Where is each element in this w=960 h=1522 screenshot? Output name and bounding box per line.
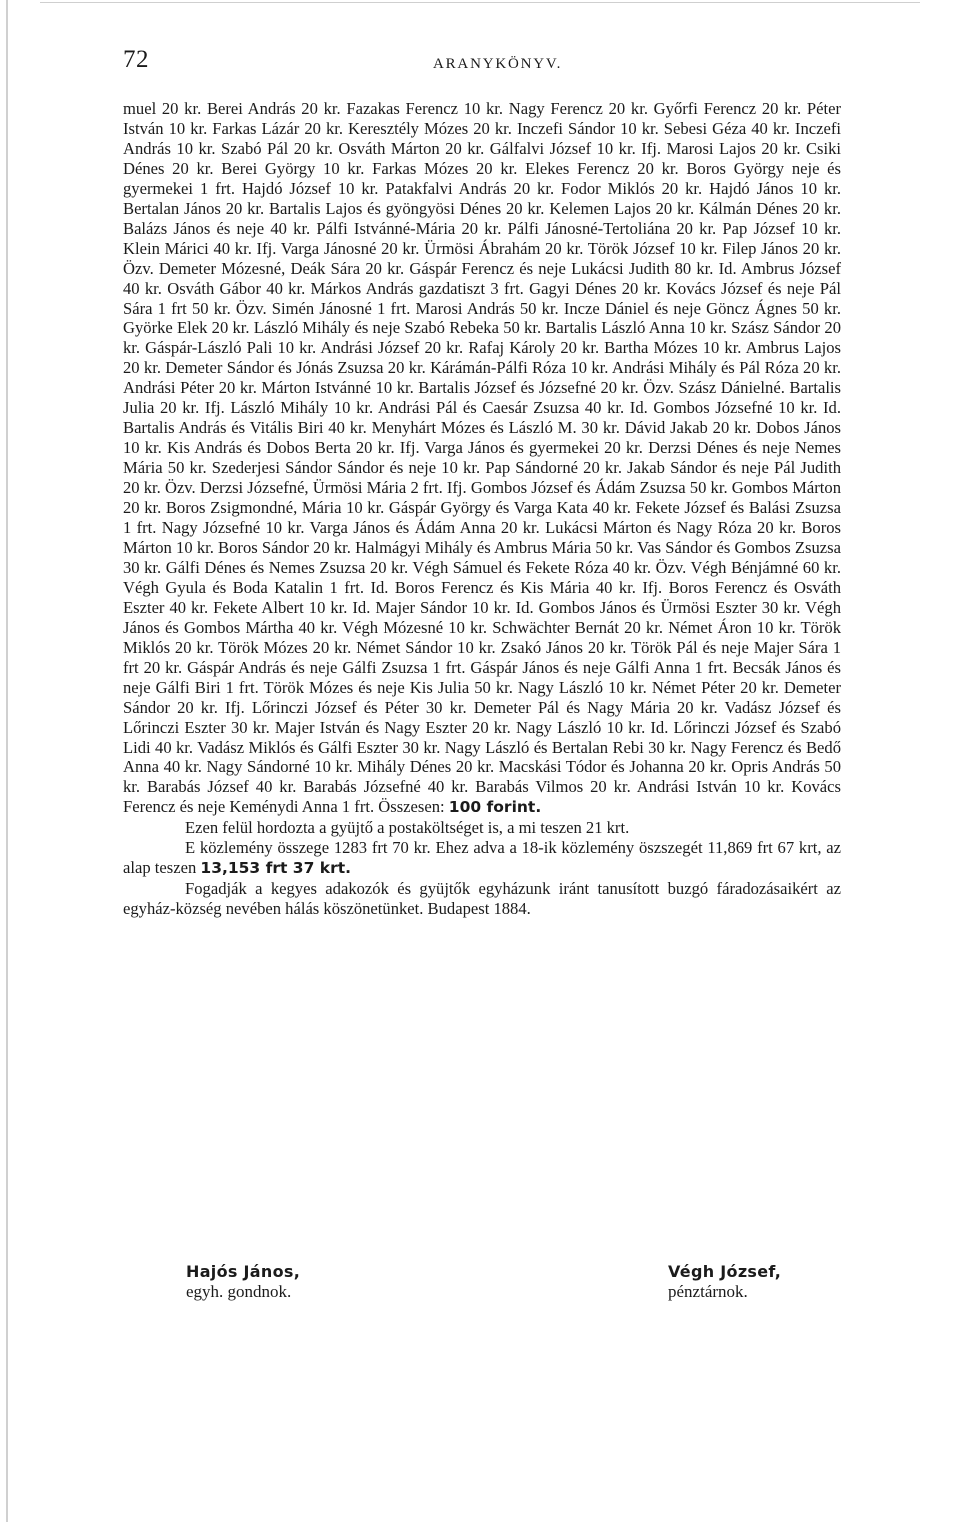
page-header <box>123 46 841 86</box>
running-title: ARANYKÖNYV. <box>433 56 563 72</box>
signatory-role-right: pénztárnok. <box>668 1282 748 1301</box>
signatory-name-right: Végh József, <box>668 1262 782 1281</box>
signature-left <box>186 1262 300 1302</box>
summary-text: E közlemény összege 1283 frt 70 kr. Ehez adva a 18-ik közlemény öszszegét 11,869 frt 67 krt, az alap teszen <box>123 838 841 878</box>
postage-paragraph: Ezen felül hordozta a gyüjtő a postaköltséget is, a mi teszen 21 krt. <box>185 818 630 838</box>
donor-list-paragraph <box>123 99 841 818</box>
summary-paragraph <box>123 838 841 879</box>
donor-list-total: 100 forint. <box>448 798 542 817</box>
page-body <box>123 99 841 919</box>
page-edge-shadow <box>6 0 8 1522</box>
top-rule <box>40 2 920 3</box>
page-number: 72 <box>123 46 149 73</box>
signature-right <box>668 1262 781 1302</box>
thanks-paragraph: Fogadják a kegyes adakozók és gyüjtők egyházunk iránt tanusított buzgó fáradozásaikért az egyház-község nevében hálás köszönetünket. Budapest 1884. <box>123 879 841 919</box>
donor-list-text: muel 20 kr. Berei András 20 kr. Fazakas Ferencz 10 kr. Nagy Ferencz 20 kr. Győrfi Ferencz 20 kr. Péter István 10 kr. Farkas Lázár 20 kr. Keresztély Mózes 20 kr. Inczefi Sándor 10 kr. Sebesi Géza 40 kr. Inczefi András 10 kr. Szabó Pál 20 kr. Osváth Márton 20 kr. Gálfalvi József 10 kr. Ifj. Marosi Lajos 20 kr. Csiki Dénes 20 kr. Berei György 10 kr. Farkas Mózes 20 kr. Elekes Ferencz 20 kr. Boros György neje és gyermekei 1 frt. Hajdó József 10 kr. Patakfalvi András 20 kr. Fodor Miklós 20 kr. Hajdó János 10 kr. Bertalan János 20 kr. Bartalis Lajos és gyöngyösi Dénes 20 kr. Kelemen Lajos 20 kr. Kálmán Dénes 20 kr. Balázs János és neje 40 kr. Pálfi Istvánné-Mária 20 kr. Pálfi Jánosné-Tertoliána 20 kr. Pap József 10 kr. Klein Márici 40 kr. Ifj. Varga Jánosné 20 kr. Ürmösi Ábrahám 20 kr. Török József 10 kr. Filep János 20 kr. Özv. Demeter Mózesné, Deák Sára 20 kr. Gáspár Ferencz és neje Lukácsi Judith 80 kr. Id. Ambrus József 40 kr. Osváth Gábor 40 kr. Márkos András gazdatiszt 3 frt. Gagyi Dénes 20 kr. Kovács József és neje Pál Sára 1 frt 50 kr. Özv. Simén Jánosné 1 frt. Marosi András 50 kr. Incze Dániel és neje Göncz Ágnes 50 kr. Györke Elek 20 kr. László Mihály és neje Szabó Rebeka 50 kr. Bartalis László Anna 10 kr. Szász Sándor 20 kr. Gáspár-László Pali 10 kr. Andrási József 20 kr. Rafaj Károly 20 kr. Bartha Mózes 10 kr. Ambrus Lajos 20 kr. Demeter Sándor és Jónás Zsuzsa 20 kr. Kárámán-Pálfi Róza 10 kr. Andrási Mihály és Pál Róza 20 kr. Andrási Péter 20 kr. Márton Istvánné 10 kr. Bartalis József és Józsefné 20 kr. Özv. Szász Dánielné. Bartalis Julia 20 kr. Ifj. László Mihály 10 kr. Andrási Pál és Caesár Zsuzsa 40 kr. Id. Gombos Józsefné 10 kr. Id. Bartalis András és Vitális Biri 40 kr. Menyhárt Mózes és László M. 30 kr. Dávid Jakab 20 kr. Dobos János 10 kr. Kis András és Dobos Berta 20 kr. Ifj. Varga János és gyermekei 20 kr. Derzsi Dénes és neje Nemes Mária 50 kr. Szederjesi Sándor Sándor és neje 10 kr. Pap Sándorné 20 kr. Jakab Sándor és neje Pál Judith 20 kr. Özv. Derzsi Józsefné, Ürmösi Mária 2 frt. Ifj. Gombos József és Ádám Zsuzsa 50 kr. Gombos Márton 20 kr. Boros Zsigmondné, Mária 10 kr. Gáspár György és Varga Kata 40 kr. Fekete József és Balási Zsuzsa 1 frt. Nagy Józsefné 10 kr. Varga János és Ádám Anna 20 kr. Lukácsi Márton és Nagy Róza 20 kr. Boros Márton 10 kr. Boros Sándor 20 kr. Halmágyi Mihály és Ambrus Mária 50 kr. Vas Sándor és Gombos Zsuzsa 30 kr. Gálfi Dénes és Nemes Zsuzsa 20 kr. Végh Sámuel és Fekete Róza 40 kr. Özv. Végh Bénjámné 60 kr. Végh Gyula és Boda Katalin 1 frt. Id. Boros Ferencz és Kis Mária 40 kr. Ifj. Boros Ferencz és Osváth Eszter 40 kr. Fekete Albert 10 kr. Id. Majer Sándor 10 kr. Id. Gombos János és Ürmösi Eszter 30 kr. Végh János és Gombos Mártha 40 kr. Végh Mózesné 10 kr. Schwächter Bernát 20 kr. Német Áron 10 kr. Török Miklós 20 kr. Török Mózes 20 kr. Német Sándor 10 kr. Zsakó János 20 kr. Török Pál és neje Majer Sára 1 frt 20 kr. Gáspár András és neje Gálfi Zsuzsa 1 frt. Gáspár János és neje Gálfi Anna 1 frt. Becsák János és neje Gálfi Biri 1 frt. Török Mózes és neje Kis Julia 50 kr. Nagy László 10 kr. Német Péter 20 kr. Demeter Sándor 20 kr. Ifj. Lőrinczi József és Péter 30 kr. Demeter Pál és Nagy Mária 20 kr. Vadász József és Lőrinczi Eszter 30 kr. Majer István és Nagy Eszter 20 kr. Nagy László 10 kr. Id. Lőrinczi József és Szabó Lidi 40 kr. Vadász Miklós és Gálfi Eszter 30 kr. Nagy László és Bertalan Rebi 30 kr. Nagy Ferencz és Bedő Anna 40 kr. Nagy Sándorné 10 kr. Mihály Dénes 20 kr. Macskási Tódor és Johanna 20 kr. Opris András 50 kr. Barabás József 40 kr. Barabás Józsefné 40 kr. Barabás Vilmos 20 kr. Andrási István 10 kr. Kovács Ferencz és neje Keménydi Anna 1 frt. Összesen: <box>123 99 841 817</box>
signatory-role-left: egyh. gondnok. <box>186 1282 292 1301</box>
summary-total: 13,153 frt 37 krt. <box>200 859 352 878</box>
signatory-name-left: Hajós János, <box>186 1262 301 1281</box>
